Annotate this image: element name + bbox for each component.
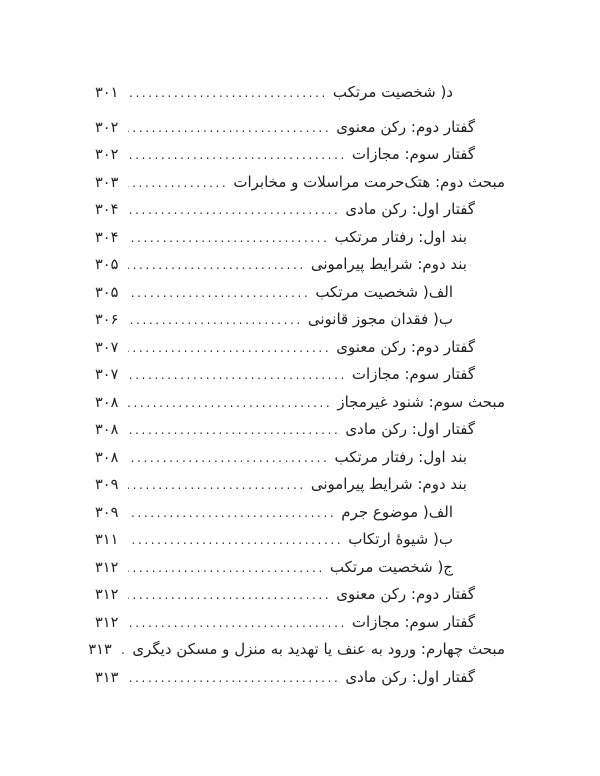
toc-entry-title: گفتار دوم: رکن معنوی — [336, 117, 475, 136]
toc-entry — [95, 361, 505, 389]
toc-leader-dots — [121, 637, 127, 665]
toc-leader-dots — [128, 362, 347, 390]
toc-entry-title: گفتار سوم: مجازات — [351, 612, 475, 631]
toc-leader-dots — [128, 252, 306, 280]
toc-leader-dots — [128, 390, 332, 418]
toc-entry-page: ۳۰۴ — [95, 229, 119, 246]
toc-leader-dots — [128, 80, 328, 108]
toc-entry-page: ۳۰۸ — [95, 449, 119, 466]
toc-entry — [95, 141, 505, 169]
toc-entry — [95, 196, 505, 224]
toc-leader-dots — [128, 610, 347, 638]
toc-entry — [95, 609, 505, 637]
toc-entry-title: الف( موضوع جرم — [341, 502, 453, 521]
toc-leader-dots — [128, 417, 340, 445]
toc-entry-title: گفتار اول: رکن مادی — [345, 667, 475, 686]
toc-leader-dots — [128, 500, 336, 528]
toc-entry — [95, 279, 505, 307]
toc-entry-page: ۳۱۱ — [95, 532, 119, 548]
toc-entry — [95, 471, 505, 499]
toc-entry-title: ج( شخصیت مرتکب — [329, 557, 453, 576]
toc-entry-title: الف( شخصیت مرتکب — [315, 282, 453, 301]
toc-entry-title: گفتار دوم: رکن معنوی — [336, 337, 475, 356]
toc-entry — [95, 389, 505, 417]
toc-entry-title: گفتار دوم: رکن معنوی — [336, 585, 475, 603]
toc-entry-title: د( شخصیت مرتکب — [332, 83, 453, 101]
toc-entry — [95, 554, 505, 582]
toc-entry-title: ب( فقدان مجوز قانونی — [307, 310, 453, 328]
toc-entry — [95, 224, 505, 252]
toc-entry-page: ۳۰۲ — [95, 119, 119, 136]
toc-entry — [95, 251, 505, 279]
toc-entry-page: ۳۱۳ — [95, 669, 119, 686]
toc-leader-dots — [128, 445, 330, 473]
toc-leader-dots — [128, 335, 331, 363]
toc-entry-title: ب( شیوۀ ارتکاب — [348, 530, 453, 548]
toc-entry-page: ۳۰۷ — [95, 367, 119, 383]
toc-entry-title: بند دوم: شرایط پیرامونی — [310, 255, 467, 273]
toc-entry-page: ۳۱۳ — [88, 642, 112, 658]
toc-entry-page: ۳۰۷ — [95, 339, 119, 356]
toc-entry — [95, 664, 505, 692]
toc-leader-dots — [128, 170, 228, 198]
toc-leader-dots — [128, 280, 310, 308]
toc-leader-dots — [128, 225, 330, 253]
toc-entry-page: ۳۰۱ — [95, 85, 119, 101]
toc-entry-page: ۳۰۴ — [95, 202, 119, 218]
toc-entry — [95, 499, 505, 527]
toc-entry-page: ۳۰۹ — [95, 477, 119, 493]
toc-entry-title: بند اول: رفتار مرتکب — [334, 447, 467, 466]
toc-entry-page: ۳۰۶ — [95, 312, 119, 328]
toc-leader-dots — [128, 527, 343, 555]
toc-entry-title: گفتار اول: رکن مادی — [345, 420, 475, 438]
toc-entry — [95, 416, 505, 444]
toc-entry-title: گفتار سوم: مجازات — [351, 365, 475, 383]
toc-entry — [95, 169, 505, 197]
toc-entry-page: ۳۰۵ — [95, 257, 119, 273]
toc-leader-dots — [128, 665, 340, 693]
toc-entry-title: گفتار اول: رکن مادی — [345, 200, 475, 218]
toc-entry — [88, 636, 505, 664]
toc-leader-dots — [128, 555, 325, 583]
toc-entry-page: ۳۱۲ — [95, 559, 119, 576]
toc-entry-title: بند اول: رفتار مرتکب — [334, 227, 467, 246]
toc-entry-page: ۳۰۳ — [95, 174, 119, 191]
toc-entry-page: ۳۱۲ — [95, 614, 119, 631]
toc-entry-page: ۳۰۹ — [95, 504, 119, 521]
toc-entry — [95, 79, 505, 107]
toc-leader-dots — [128, 142, 347, 170]
toc-entry-title: مبحث سوم: شنود غیرمجاز — [337, 392, 505, 411]
toc-entry — [95, 306, 505, 334]
toc-entry-page: ۳۰۸ — [95, 394, 119, 411]
toc-entry-page: ۳۱۲ — [95, 587, 119, 603]
toc-entry-title: گفتار سوم: مجازات — [351, 145, 475, 163]
toc-entry-page: ۳۰۲ — [95, 147, 119, 163]
toc-entry-title: مبحث دوم: هتک‌حرمت مراسلات و مخابرات — [233, 172, 505, 191]
toc-entry — [95, 114, 505, 142]
toc-entry — [95, 581, 505, 609]
toc-entry — [95, 526, 505, 554]
toc-entry — [95, 444, 505, 472]
toc-leader-dots — [128, 582, 331, 610]
toc-leader-dots — [128, 115, 331, 143]
toc-entry-title: مبحث چهارم: ورود به عنف یا تهدید به منزل و مسکن دیگری — [132, 640, 505, 658]
toc-leader-dots — [128, 472, 306, 500]
toc-entry-page: ۳۰۸ — [95, 422, 119, 438]
toc-leader-dots — [128, 197, 340, 225]
toc-list — [88, 79, 505, 691]
toc-leader-dots — [128, 307, 303, 335]
toc-entry-title: بند دوم: شرایط پیرامونی — [310, 475, 467, 493]
toc-entry — [95, 334, 505, 362]
toc-entry-page: ۳۰۵ — [95, 284, 119, 301]
